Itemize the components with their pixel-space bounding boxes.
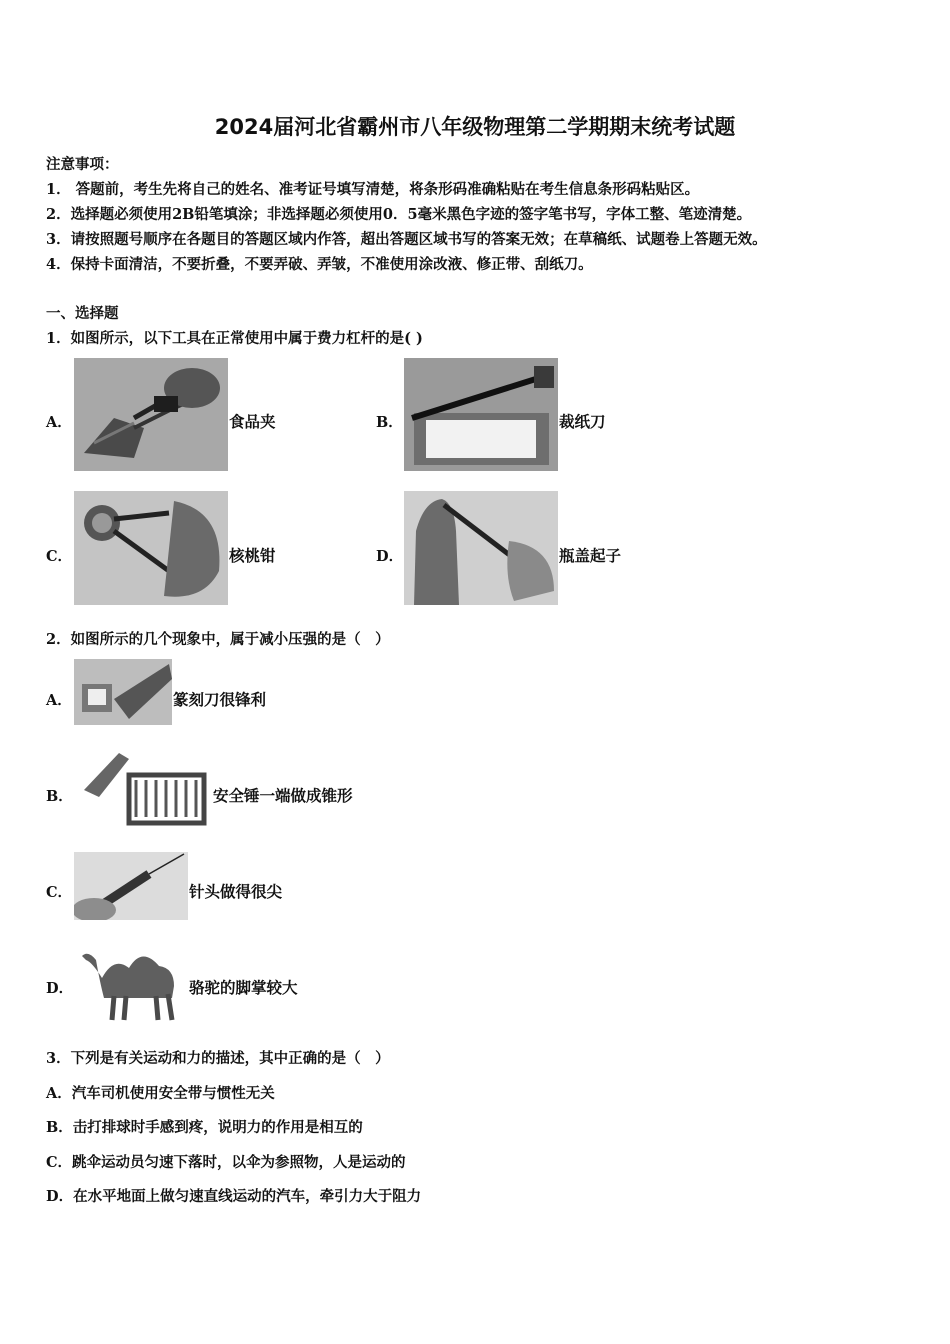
notice-item-1: 1． 答题前，考生先将自己的姓名、准考证号填写清楚，将条形码准确粘贴在考生信息条形码粘贴区。 — [46, 181, 700, 198]
q2-option-c-text: 针头做得很尖 — [189, 882, 283, 901]
q1-stem: 1．如图所示，以下工具在正常使用中属于费力杠杆的是( ) — [46, 330, 423, 347]
notice-item-3: 3．请按照题号顺序在各题目的答题区域内作答，超出答题区域书写的答案无效；在草稿纸、试题卷上答题无效。 — [46, 231, 767, 248]
nutcracker-icon — [74, 491, 228, 605]
q1-option-d-letter: D． — [376, 548, 404, 565]
bottle-opener-icon — [404, 491, 558, 605]
syringe-needle-icon — [74, 852, 188, 920]
q1-option-b-letter: B． — [376, 414, 403, 431]
q2-option-b-text: 安全锤一端做成锥形 — [213, 786, 353, 805]
q1-option-c-letter: C． — [46, 548, 73, 565]
q2-option-a-letter: A． — [46, 692, 72, 709]
notice-heading: 注意事项： — [46, 156, 119, 173]
q1-option-d-text: 瓶盖起子 — [559, 546, 622, 565]
q3-option-a: A．汽车司机使用安全带与惯性无关 — [46, 1085, 275, 1102]
q1-option-c-text: 核桃钳 — [229, 546, 276, 565]
q3-stem: 3．下列是有关运动和力的描述，其中正确的是（ ） — [46, 1050, 390, 1067]
q2-stem: 2．如图所示的几个现象中，属于减小压强的是（ ） — [46, 631, 390, 648]
q1-option-b-text: 裁纸刀 — [559, 412, 606, 431]
q3-option-c: C．跳伞运动员匀速下落时，以伞为参照物，人是运动的 — [46, 1154, 406, 1171]
q2-option-a-text: 篆刻刀很锋利 — [173, 690, 267, 709]
q3-option-b: B．击打排球时手感到疼，说明力的作用是相互的 — [46, 1119, 363, 1136]
q1-option-a-text: 食品夹 — [229, 412, 276, 431]
section-heading: 一、选择题 — [46, 305, 119, 322]
q1-option-a-letter: A． — [46, 414, 72, 431]
carving-knife-icon — [74, 659, 172, 725]
q2-option-d-letter: D． — [46, 980, 74, 997]
exam-title: 2024届河北省霸州市八年级物理第二学期期末统考试题 — [214, 115, 736, 139]
q2-option-c-letter: C． — [46, 884, 73, 901]
food-tongs-icon — [74, 358, 228, 471]
safety-hammer-icon — [74, 745, 212, 833]
q3-option-d: D．在水平地面上做匀速直线运动的汽车，牵引力大于阻力 — [46, 1188, 422, 1205]
camel-icon — [74, 938, 188, 1023]
notice-item-2: 2．选择题必须使用2B铅笔填涂；非选择题必须使用0．5毫米黑色字迹的签字笔书写，字体工整、笔迹清楚。 — [46, 206, 752, 223]
q2-option-b-letter: B． — [46, 788, 73, 805]
q2-option-d-text: 骆驼的脚掌较大 — [189, 978, 298, 997]
paper-cutter-icon — [404, 358, 558, 471]
notice-item-4: 4．保持卡面清洁，不要折叠，不要弄破、弄皱，不准使用涂改液、修正带、刮纸刀。 — [46, 256, 593, 273]
